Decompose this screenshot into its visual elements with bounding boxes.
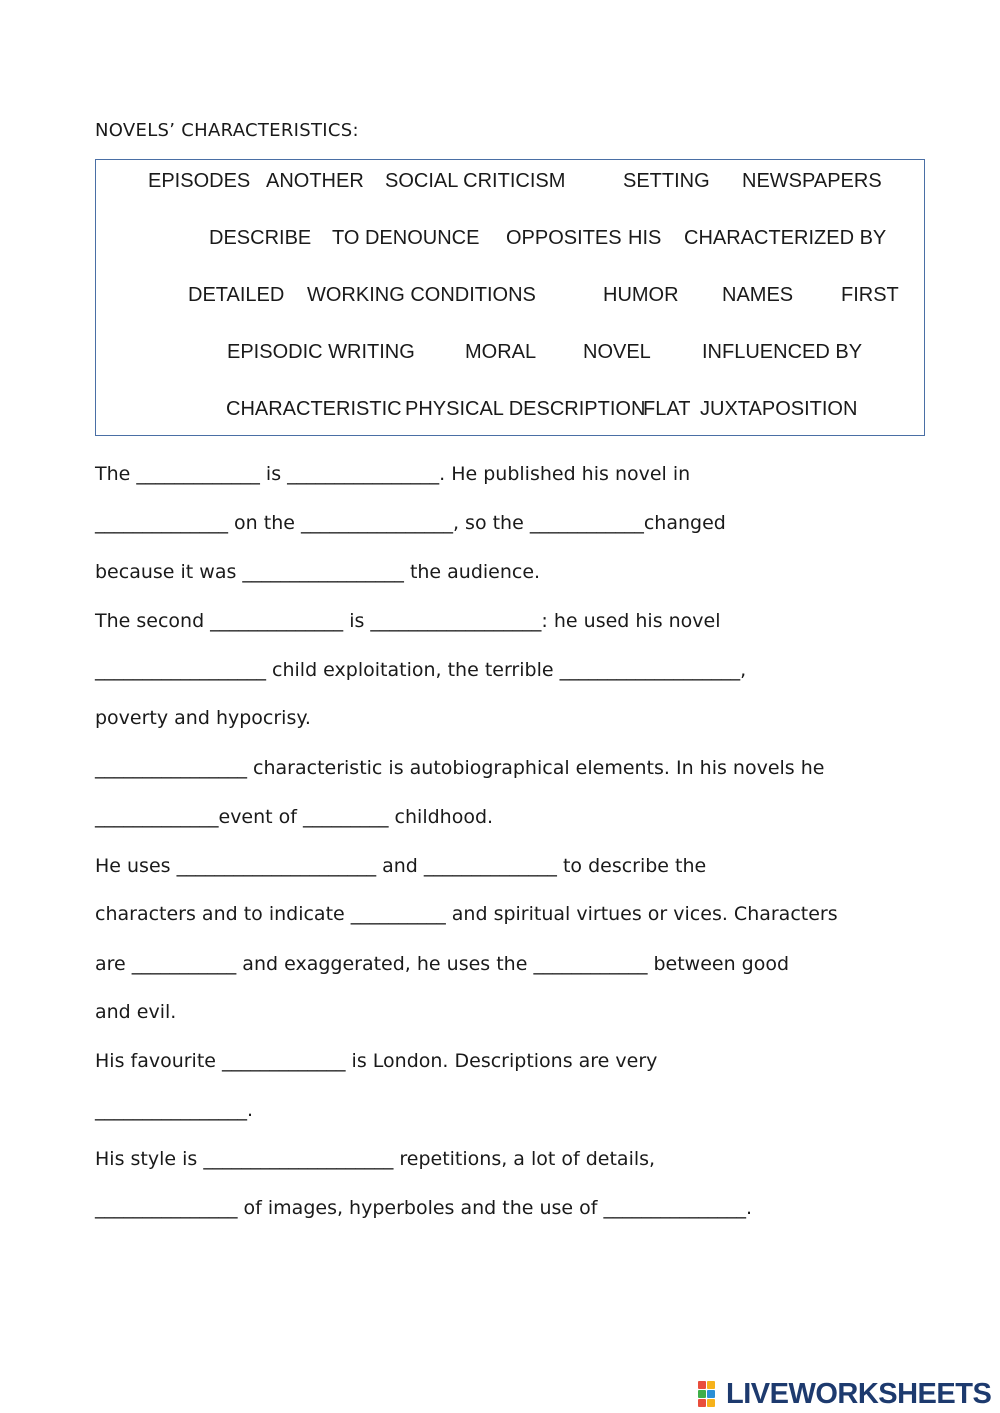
page-title: NOVELS’ CHARACTERISTICS: — [95, 120, 359, 141]
text-line: because it was _________________ the audience. — [95, 561, 541, 583]
text-line: He uses _____________________ and ______________ to describe the — [95, 855, 707, 877]
word-bank-item: MORAL — [465, 341, 537, 363]
text-line: The _____________ is ________________. He published his novel in — [95, 463, 691, 485]
word-bank-row — [96, 227, 924, 257]
word-bank-item: CHARACTERIZED BY — [684, 227, 887, 249]
text-line: ______________ on the ________________, so the ____________changed — [95, 512, 726, 534]
text-line: and evil. — [95, 1001, 177, 1023]
word-bank-row — [96, 284, 924, 314]
word-bank-item: NAMES — [722, 284, 794, 306]
word-bank-item: FLAT — [643, 398, 691, 420]
text-line: __________________ child exploitation, the terrible ___________________, — [95, 659, 747, 681]
word-bank-item: DETAILED — [188, 284, 285, 306]
text-line: poverty and hypocrisy. — [95, 707, 311, 729]
word-bank-box — [95, 159, 925, 436]
word-bank-item: FIRST — [841, 284, 899, 306]
word-bank-row — [96, 398, 924, 428]
word-bank-row — [96, 341, 924, 371]
liveworksheets-logo — [698, 1378, 991, 1410]
text-line: The second ______________ is __________________: he used his novel — [95, 610, 721, 632]
word-bank-item: NOVEL — [583, 341, 651, 363]
word-bank-item: EPISODES — [148, 170, 251, 192]
word-bank-item: WORKING CONDITIONS — [307, 284, 536, 306]
word-bank-item: PHYSICAL DESCRIPTION — [405, 398, 646, 420]
text-line: characters and to indicate __________ and spiritual virtues or vices. Characters — [95, 903, 838, 925]
word-bank-item: CHARACTERISTIC — [226, 398, 402, 420]
text-line: _______________ of images, hyperboles and the use of _______________. — [95, 1197, 753, 1219]
logo-text: LIVEWORKSHEETS — [726, 1377, 992, 1410]
text-line: are ___________ and exaggerated, he uses the ____________ between good — [95, 953, 790, 975]
word-bank-item: SOCIAL CRITICISM — [385, 170, 566, 192]
text-line: His favourite _____________ is London. Descriptions are very — [95, 1050, 658, 1072]
word-bank-item: SETTING — [623, 170, 710, 192]
word-bank-item: JUXTAPOSITION — [700, 398, 858, 420]
text-line: _____________event of _________ childhood. — [95, 806, 494, 828]
word-bank-item: ANOTHER — [266, 170, 364, 192]
word-bank-item: HUMOR — [603, 284, 679, 306]
word-bank-item: DESCRIBE — [209, 227, 312, 249]
word-bank-item: HIS — [628, 227, 662, 249]
word-bank-row — [96, 170, 924, 200]
text-line: ________________ characteristic is autobiographical elements. In his novels he — [95, 757, 825, 779]
word-bank-item: EPISODIC WRITING — [227, 341, 415, 363]
word-bank-item: INFLUENCED BY — [702, 341, 863, 363]
logo-mark-icon — [698, 1381, 724, 1407]
text-line: ________________. — [95, 1099, 254, 1121]
word-bank-item: NEWSPAPERS — [742, 170, 882, 192]
word-bank-item: TO DENOUNCE — [332, 227, 480, 249]
text-line: His style is ____________________ repetitions, a lot of details, — [95, 1148, 656, 1170]
word-bank-item: OPPOSITES — [506, 227, 622, 249]
